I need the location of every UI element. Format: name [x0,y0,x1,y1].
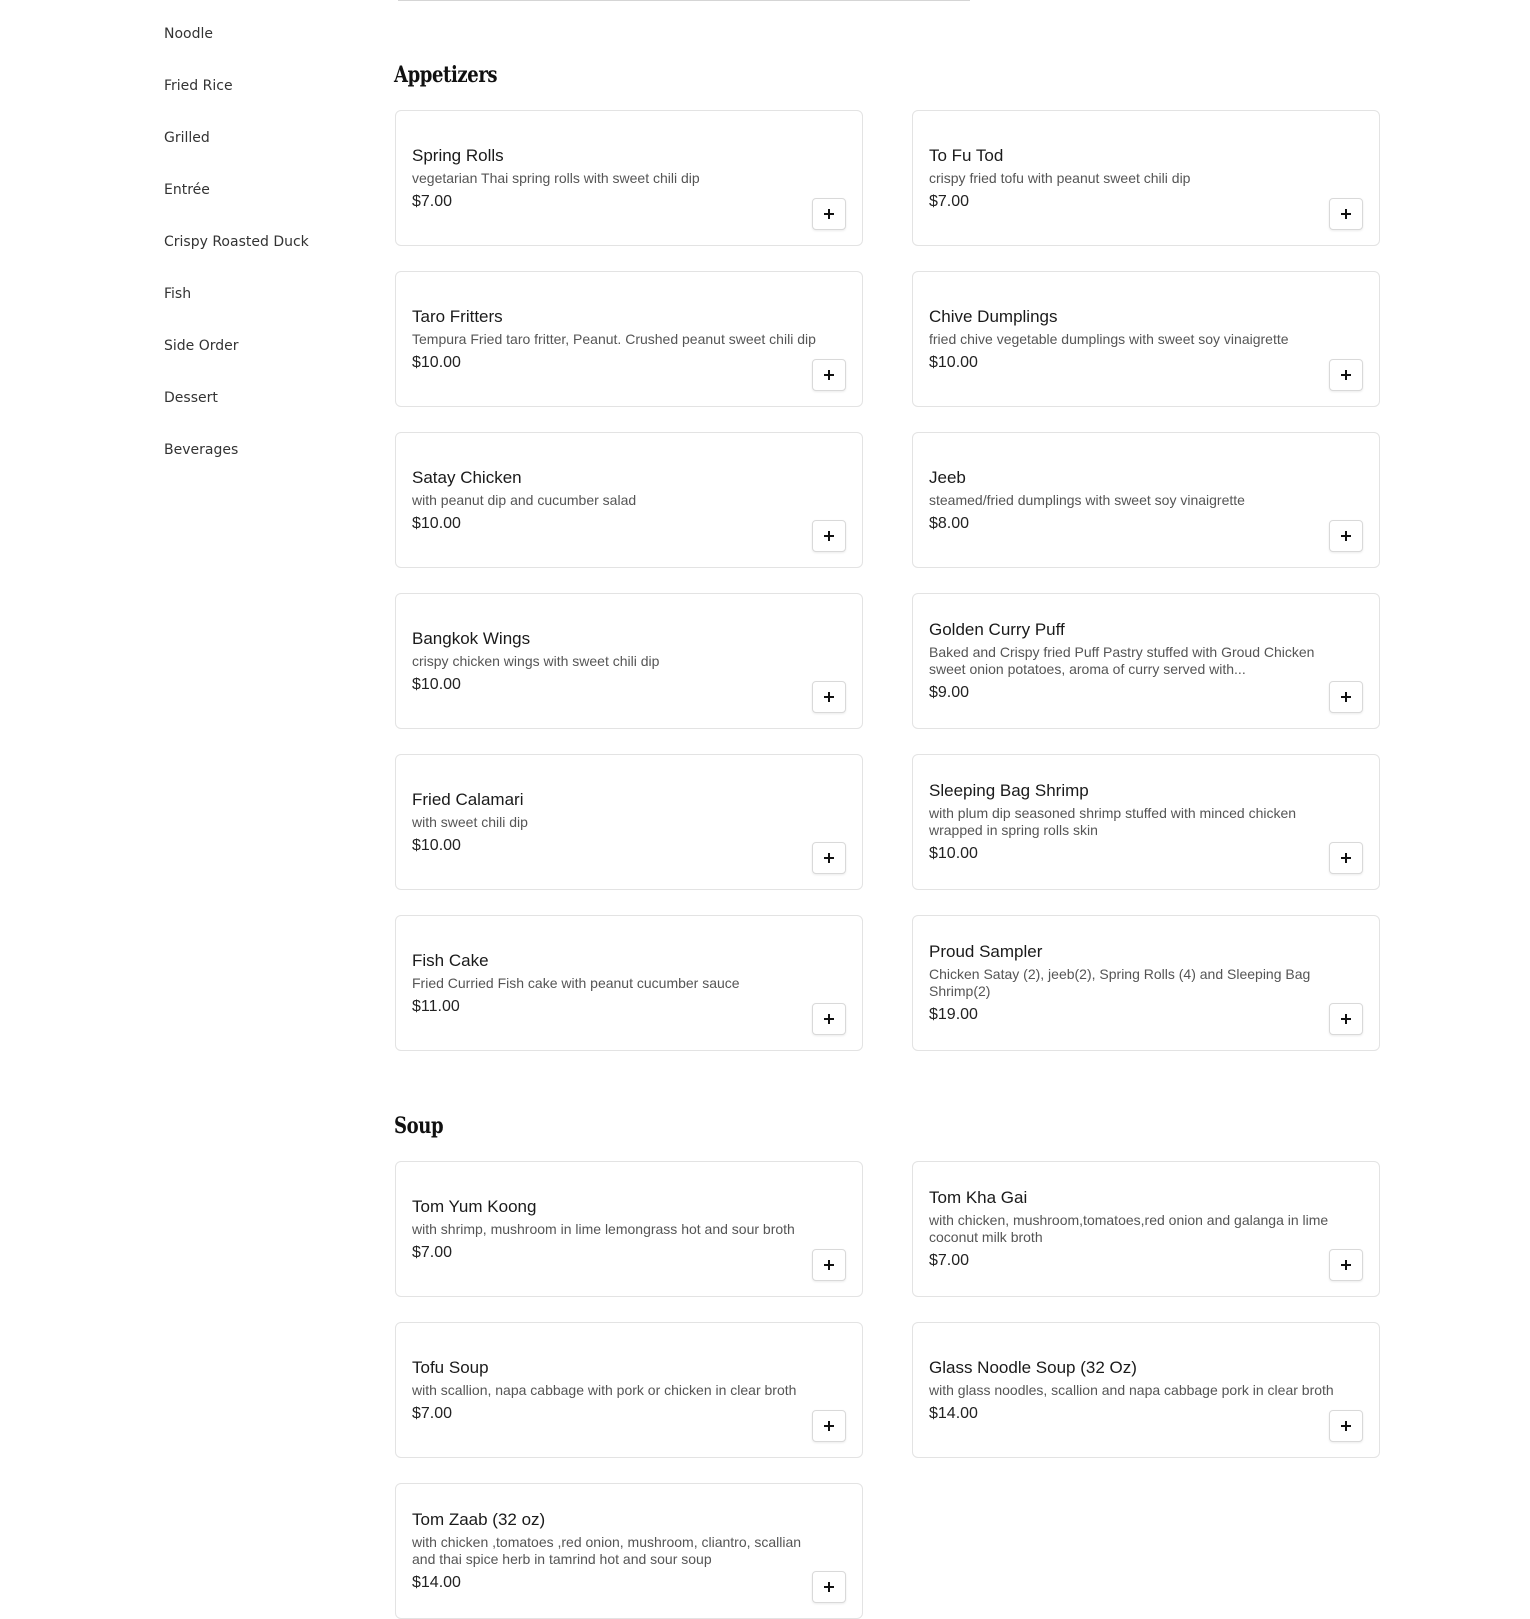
sidebar-item-beverages[interactable]: Beverages [164,442,239,458]
menu-item-card[interactable] [912,432,1380,568]
add-to-cart-button[interactable] [1329,681,1363,713]
menu-item-card[interactable] [912,271,1380,407]
menu-item-price: $7.00 [412,1243,453,1261]
plus-icon [1341,531,1351,541]
menu-item-card[interactable] [912,754,1380,890]
add-to-cart-button[interactable] [812,842,846,874]
sidebar-item-fish[interactable]: Fish [164,286,192,302]
add-to-cart-button[interactable] [812,1003,846,1035]
menu-item-card[interactable] [395,754,863,890]
sidebar-item-grilled[interactable]: Grilled [164,130,210,146]
sidebar-item-dessert[interactable]: Dessert [164,390,218,406]
plus-icon [824,1014,834,1024]
plus-icon [1341,853,1351,863]
menu-item-name: Fish Cake [412,950,489,970]
menu-item-description: crispy fried tofu with peanut sweet chili dip [929,169,1191,186]
menu-item-name: Proud Sampler [929,942,1043,961]
menu-item-card[interactable] [912,1322,1380,1458]
plus-icon [1341,209,1351,219]
menu-item-description: crispy chicken wings with sweet chili dip [412,652,660,669]
add-to-cart-button[interactable] [1329,1249,1363,1281]
menu-item-price: $10.00 [412,675,461,693]
menu-item-name: Glass Noodle Soup (32 Oz) [929,1357,1137,1377]
menu-item-card[interactable] [395,1483,863,1619]
menu-item-card[interactable] [395,1161,863,1297]
menu-item-description: Tempura Fried taro fritter, Peanut. Crushed peanut sweet chili dip [412,330,816,347]
menu-item-description: with plum dip seasoned shrimp stuffed with minced chicken wrapped in spring rolls skin [929,805,1297,838]
menu-item-name: Tom Yum Koong [412,1196,537,1216]
menu-item-name: To Fu Tod [929,145,1004,165]
menu-item-price: $7.00 [929,192,970,210]
menu-item-card[interactable] [395,110,863,246]
menu-item-name: Tofu Soup [412,1357,489,1377]
menu-item-description: with sweet chili dip [412,813,528,830]
menu-item-price: $10.00 [412,836,461,854]
plus-icon [824,531,834,541]
menu-item-card[interactable] [395,432,863,568]
add-to-cart-button[interactable] [1329,1003,1363,1035]
menu-item-price: $14.00 [929,1404,978,1422]
menu-item-description: Chicken Satay (2), jeeb(2), Spring Rolls (4) and Sleeping Bag Shrimp(2) [929,966,1311,999]
plus-icon [1341,692,1351,702]
menu-item-card[interactable] [395,271,863,407]
add-to-cart-button[interactable] [812,520,846,552]
menu-item-price: $10.00 [929,353,978,371]
plus-icon [824,370,834,380]
menu-item-description: Baked and Crispy fried Puff Pastry stuffed with Groud Chicken sweet onion potatoes, aroma of curry served with... [929,644,1315,677]
section-title: Soup [394,1113,444,1139]
menu-item-name: Tom Kha Gai [929,1188,1028,1207]
menu-item-name: Sleeping Bag Shrimp [929,781,1089,800]
menu-item-price: $7.00 [929,1252,970,1269]
add-to-cart-button[interactable] [1329,842,1363,874]
menu-item-name: Chive Dumplings [929,306,1058,326]
menu-item-price: $10.00 [412,353,461,371]
plus-icon [824,692,834,702]
menu-item-name: Jeeb [929,467,966,487]
menu-item-card[interactable] [395,1322,863,1458]
menu-item-description: Fried Curried Fish cake with peanut cucumber sauce [412,974,740,991]
section-title: Appetizers [394,62,498,88]
plus-icon [1341,1421,1351,1431]
menu-item-name: Satay Chicken [412,467,522,487]
menu-item-description: with chicken ,tomatoes ,red onion, mushroom, cliantro, scallian and thai spice herb in tamrind hot and sour soup [412,1534,802,1567]
menu-item-description: with peanut dip and cucumber salad [412,491,637,508]
menu-item-price: $14.00 [412,1574,461,1591]
plus-icon [824,853,834,863]
menu-item-description: with shrimp, mushroom in lime lemongrass hot and sour broth [412,1220,795,1237]
menu-item-description: fried chive vegetable dumplings with sweet soy vinaigrette [929,330,1289,347]
menu-item-description: steamed/fried dumplings with sweet soy vinaigrette [929,491,1245,508]
plus-icon [824,1582,834,1592]
sidebar-item-fried-rice[interactable]: Fried Rice [164,78,233,94]
menu-item-card[interactable] [912,1161,1380,1297]
plus-icon [1341,370,1351,380]
plus-icon [1341,1014,1351,1024]
plus-icon [824,209,834,219]
menu-item-card[interactable] [395,593,863,729]
menu-item-card[interactable] [912,915,1380,1051]
menu-item-price: $8.00 [929,514,970,532]
menu-item-price: $19.00 [929,1006,978,1023]
menu-item-name: Taro Fritters [412,306,503,326]
add-to-cart-button[interactable] [1329,520,1363,552]
plus-icon [824,1421,834,1431]
add-to-cart-button[interactable] [1329,359,1363,391]
menu-item-price: $11.00 [412,997,460,1015]
menu-item-description: with glass noodles, scallion and napa cabbage pork in clear broth [929,1381,1334,1398]
menu-item-price: $7.00 [412,1404,453,1422]
top-divider [398,0,970,1]
menu-item-name: Spring Rolls [412,145,504,165]
menu-item-description: with scallion, napa cabbage with pork or chicken in clear broth [412,1381,797,1398]
add-to-cart-button[interactable] [1329,198,1363,230]
sidebar-item-side-order[interactable]: Side Order [164,338,239,354]
plus-icon [824,1260,834,1270]
menu-item-name: Bangkok Wings [412,628,531,648]
add-to-cart-button[interactable] [812,359,846,391]
menu-item-price: $9.00 [929,684,970,701]
menu-item-price: $10.00 [412,514,461,532]
add-to-cart-button[interactable] [812,1571,846,1603]
menu-item-description: with chicken, mushroom,tomatoes,red onion and galanga in lime coconut milk broth [929,1212,1329,1245]
menu-item-name: Golden Curry Puff [929,620,1065,639]
sidebar-item-entree[interactable]: Entrée [164,182,210,198]
add-to-cart-button[interactable] [812,1410,846,1442]
menu-item-price: $10.00 [929,845,978,862]
sidebar-item-noodle[interactable]: Noodle [164,26,213,42]
add-to-cart-button[interactable] [812,1249,846,1281]
menu-item-name: Fried Calamari [412,789,524,809]
sidebar-item-crispy-roasted-duck[interactable]: Crispy Roasted Duck [164,234,309,250]
menu-item-description: vegetarian Thai spring rolls with sweet chili dip [412,169,700,186]
menu-item-card[interactable] [395,915,863,1051]
add-to-cart-button[interactable] [812,681,846,713]
menu-item-card[interactable] [912,110,1380,246]
add-to-cart-button[interactable] [812,198,846,230]
plus-icon [1341,1260,1351,1270]
menu-item-card[interactable] [912,593,1380,729]
menu-item-name: Tom Zaab (32 oz) [412,1510,546,1529]
add-to-cart-button[interactable] [1329,1410,1363,1442]
menu-item-price: $7.00 [412,192,453,210]
